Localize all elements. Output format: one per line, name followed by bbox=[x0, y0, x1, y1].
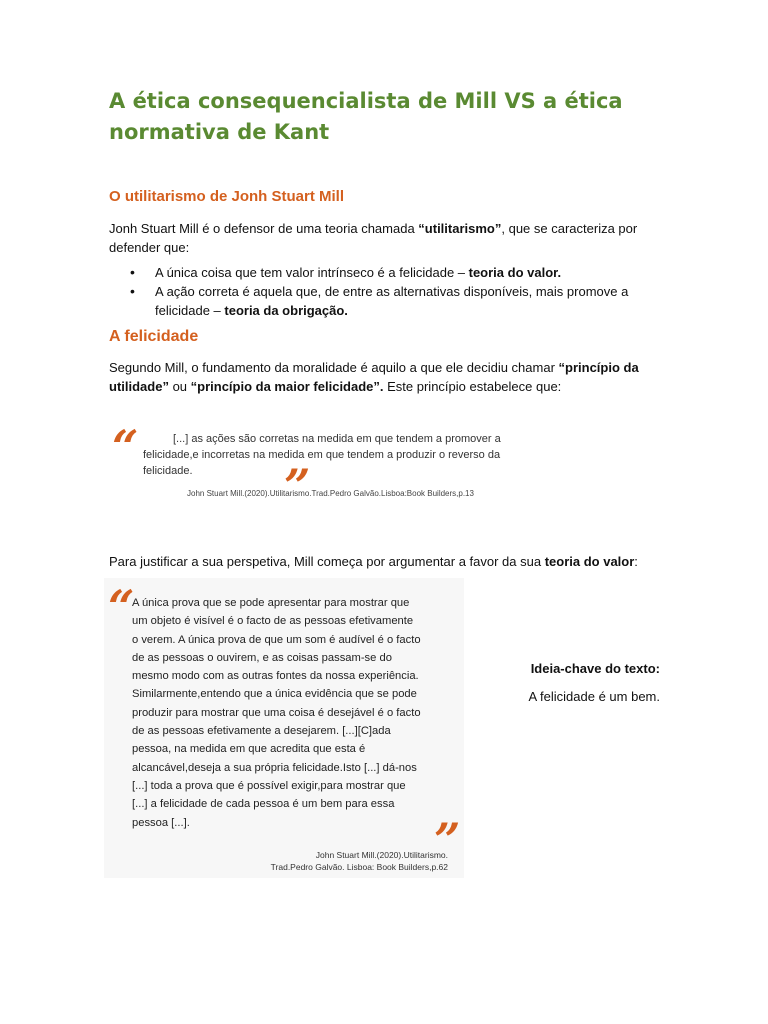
quote-principle-text bbox=[143, 431, 503, 479]
quote-principle-body: [...] as ações são corretas na medida em que tendem a promover a felicidade,e incorretas na medida em que tendem a produzir o reverso da felicidade. bbox=[143, 433, 501, 477]
section-heading-felicidade: A felicidade bbox=[109, 328, 199, 345]
bullet-text: A ação correta é aquela que, de entre as alternativas disponíveis, mais promove a felicidade – bbox=[155, 284, 629, 318]
principle-text-c: Este princípio estabelece que: bbox=[383, 379, 562, 394]
close-quote-icon: ” bbox=[284, 459, 311, 513]
bullet-bold: teoria da obrigação. bbox=[224, 303, 348, 318]
key-idea-title: Ideia-chave do texto: bbox=[530, 661, 660, 676]
quote-proof-text: A única prova que se pode apresentar para mostrar que um objeto é visível é o facto de as pessoas efetivamente o verem. A única prova de que um som é audível é o facto de as pessoas o ouvirem, e as coisas passam-se do mesmo modo com as outras fontes da nossa experiência. Similarmente,entendo que a única evidência que se pode produzir para mostrar que uma coisa é desejável é o facto de as pessoas efetivamente a desejarem. [...][C]ada pessoa, na medida em que acredita que esta é alcancável,deseja a sua própria felicidade.Isto [...] dá-nos [...] toda a prova que é possível exigir,para mostrar que [...] a felicidade de cada pessoa é um bem para essa pessoa [...]. bbox=[132, 597, 421, 829]
open-quote-icon: “ bbox=[112, 420, 139, 474]
bullet-bold: teoria do valor. bbox=[468, 265, 562, 280]
section-heading-utilitarismo: O utilitarismo de Jonh Stuart Mill bbox=[109, 188, 345, 205]
principle-bold-1: “princípio da utilidade” bbox=[109, 360, 639, 394]
open-quote-icon: “ bbox=[108, 580, 135, 634]
quote-principle-source: John Stuart Mill.(2020).Utilitarismo.Trad.Pedro Galvão.Lisboa:Book Builders,p.13 bbox=[187, 489, 474, 498]
value-text-b: : bbox=[634, 554, 638, 569]
intro-text-b: , que se caracteriza por defender que: bbox=[109, 221, 638, 255]
intro-paragraph bbox=[109, 219, 649, 257]
principle-bold-2: “princípio da maior felicidade”. bbox=[190, 379, 384, 394]
page-title: A ética consequencialista de Mill VS a ética normativa de Kant bbox=[109, 89, 623, 144]
principle-paragraph bbox=[109, 358, 649, 396]
bullet-text: A única coisa que tem valor intrínseco é a felicidade – bbox=[155, 265, 469, 280]
principle-text-a: Segundo Mill, o fundamento da moralidade é aquilo a que ele decidiu chamar bbox=[109, 360, 559, 375]
quote-proof-source-line1: John Stuart Mill.(2020).Utilitarismo. bbox=[315, 850, 448, 860]
value-bold: teoria do valor bbox=[544, 554, 635, 569]
quote-proof-source bbox=[240, 849, 448, 873]
key-idea-text: A felicidade é um bem. bbox=[528, 689, 660, 704]
value-theory-paragraph bbox=[109, 552, 649, 571]
close-quote-icon: ” bbox=[434, 813, 461, 867]
intro-bold-term: “utilitarismo” bbox=[418, 221, 502, 236]
intro-text-a: Jonh Stuart Mill é o defensor de uma teoria chamada bbox=[109, 221, 419, 236]
list-item bbox=[130, 263, 640, 282]
principle-text-b: ou bbox=[168, 379, 191, 394]
quote-proof-source-line2: Trad.Pedro Galvão. Lisboa: Book Builders,p.62 bbox=[270, 862, 448, 872]
theory-bullet-list bbox=[130, 263, 640, 320]
value-text-a: Para justificar a sua perspetiva, Mill começa por argumentar a favor da sua bbox=[109, 554, 545, 569]
list-item bbox=[130, 282, 640, 320]
